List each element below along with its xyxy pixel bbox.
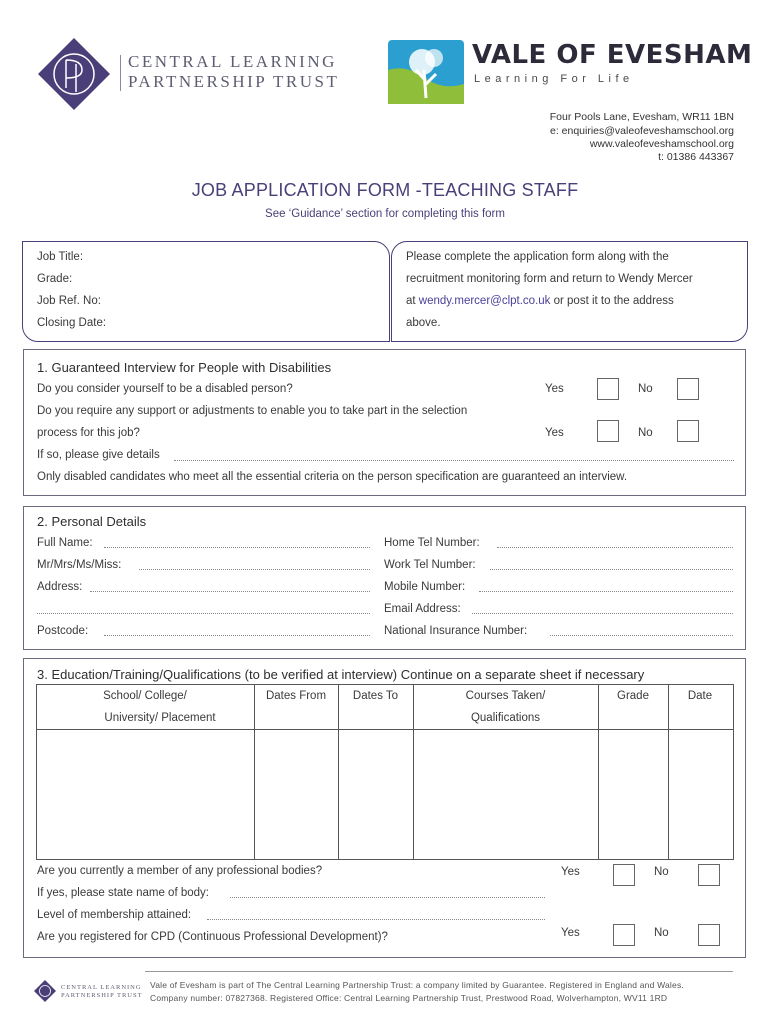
- section3-title: [37, 667, 644, 682]
- mobile-label: Mobile Number:: [384, 581, 466, 593]
- section1-title: 1. Guaranteed Interview for People with Disabilities: [37, 360, 332, 375]
- col-school-line1: School/ College/: [103, 690, 187, 702]
- cell-date[interactable]: [669, 731, 731, 857]
- closing-date-label: Closing Date:: [37, 317, 107, 329]
- tree-icon: [388, 40, 464, 104]
- email-label: Email Address:: [384, 603, 461, 615]
- home-tel-input[interactable]: [497, 547, 733, 548]
- instructions-line2: recruitment monitoring form and return to Wendy Mercer: [406, 273, 693, 285]
- col-dates-from: Dates From: [265, 690, 327, 702]
- full-name-input[interactable]: [104, 547, 370, 548]
- member-no-label: No: [654, 866, 669, 878]
- address-input-line2[interactable]: [37, 613, 370, 614]
- support-question-line2: process for this job?: [37, 427, 140, 439]
- support-no-checkbox[interactable]: [677, 420, 699, 442]
- form-subtitle: See ‘Guidance’ section for completing this form: [265, 208, 505, 220]
- cpt-divider: [120, 55, 121, 91]
- footer-rule: [145, 971, 733, 972]
- cell-grade[interactable]: [599, 731, 667, 857]
- work-tel-label: Work Tel Number:: [384, 559, 476, 571]
- form-title: JOB APPLICATION FORM -TEACHING STAFF: [191, 180, 579, 200]
- col-school-line2: University/ Placement: [104, 712, 216, 724]
- work-tel-input[interactable]: [490, 569, 733, 570]
- mobile-input[interactable]: [479, 591, 733, 592]
- cpd-yes-checkbox[interactable]: [613, 924, 635, 946]
- salutation-input[interactable]: [139, 569, 370, 570]
- col-courses-line1: Courses Taken/: [465, 690, 546, 702]
- education-table-header-rule: [36, 729, 734, 730]
- disabled-yes-checkbox[interactable]: [597, 378, 619, 400]
- postcode-input[interactable]: [104, 635, 370, 636]
- instructions-post: or post it to the address: [550, 295, 674, 307]
- member-yes-checkbox[interactable]: [613, 864, 635, 886]
- support-no-label: No: [638, 427, 653, 439]
- cpd-no-checkbox[interactable]: [698, 924, 720, 946]
- home-tel-label: Home Tel Number:: [384, 537, 480, 549]
- ni-number-label: National Insurance Number:: [384, 625, 528, 637]
- footer-line1: Vale of Evesham is part of The Central Learning Partnership Trust: a company limited by Guarantee. Registered in England and Wales.: [150, 980, 684, 990]
- disabled-no-label: No: [638, 383, 653, 395]
- col-dates-to: Dates To: [352, 690, 399, 702]
- footer-line2: Company number: 07827368. Registered Office: Central Learning Partnership Trust, Prestwood Road, Wolverhampton, WV11 1RD: [150, 993, 668, 1003]
- grade-label: Grade:: [37, 273, 73, 285]
- email-input[interactable]: [472, 613, 733, 614]
- disabled-no-checkbox[interactable]: [677, 378, 699, 400]
- instructions-at: at: [406, 295, 419, 307]
- footer-cpt-diamond-icon: [34, 980, 56, 1002]
- section3-title-main: 3. Education/Training/Qualifications: [37, 667, 242, 682]
- membership-level-input[interactable]: [207, 919, 545, 920]
- section3-title-suffix: (to be verified at interview) Continue on a separate sheet if necessary: [241, 667, 645, 682]
- member-no-checkbox[interactable]: [698, 864, 720, 886]
- cpt-diamond-icon: [36, 36, 112, 112]
- instructions-line4: above.: [406, 317, 441, 329]
- instructions-line1: Please complete the application form along with the: [406, 251, 669, 263]
- recruitment-email-link[interactable]: wendy.mercer@clpt.co.uk: [418, 295, 551, 307]
- col-courses-line2: Qualifications: [470, 712, 541, 724]
- col-grade: Grade: [617, 690, 649, 702]
- guarantee-note: Only disabled candidates who meet all the essential criteria on the person specification are guaranteed an interview.: [37, 471, 628, 483]
- school-phone: t: 01386 443367: [658, 151, 734, 163]
- body-name-label: If yes, please state name of body:: [37, 887, 209, 899]
- postcode-label: Postcode:: [37, 625, 89, 637]
- instructions-line3: [406, 295, 674, 307]
- address-label: Address:: [37, 581, 83, 593]
- cpt-name-line2: PARTNERSHIP TRUST: [128, 72, 340, 91]
- details-label: If so, please give details: [37, 449, 160, 461]
- member-yes-label: Yes: [561, 866, 580, 878]
- body-name-input[interactable]: [230, 897, 545, 898]
- support-question-line1: Do you require any support or adjustments to enable you to take part in the selection: [37, 405, 468, 417]
- disabled-question: Do you consider yourself to be a disabled person?: [37, 383, 293, 395]
- cpd-question: Are you registered for CPD (Continuous Professional Development)?: [37, 931, 388, 943]
- support-yes-checkbox[interactable]: [597, 420, 619, 442]
- cell-school[interactable]: [37, 731, 253, 857]
- details-input-line[interactable]: [174, 460, 734, 461]
- support-yes-label: Yes: [545, 427, 564, 439]
- cpd-no-label: No: [654, 927, 669, 939]
- cell-dates-to[interactable]: [339, 731, 412, 857]
- cpd-yes-label: Yes: [561, 927, 580, 939]
- school-address: Four Pools Lane, Evesham, WR11 1BN: [549, 111, 734, 123]
- col-date: Date: [687, 690, 713, 702]
- disabled-yes-label: Yes: [545, 383, 564, 395]
- section2-title: 2. Personal Details: [37, 514, 147, 529]
- job-ref-label: Job Ref. No:: [37, 295, 101, 307]
- salutation-label: Mr/Mrs/Ms/Miss:: [37, 559, 122, 571]
- job-title-label: Job Title:: [37, 251, 84, 263]
- cell-courses[interactable]: [414, 731, 597, 857]
- school-email: e: enquiries@valeofeveshamschool.org: [549, 125, 734, 137]
- cell-dates-from[interactable]: [255, 731, 337, 857]
- cpt-name-line1: CENTRAL LEARNING: [128, 52, 337, 71]
- membership-level-label: Level of membership attained:: [37, 909, 192, 921]
- school-website: www.valeofeveshamschool.org: [589, 138, 734, 150]
- professional-body-question: Are you currently a member of any professional bodies?: [37, 865, 323, 877]
- voe-tagline: Learning For Life: [474, 73, 634, 85]
- address-input-line1[interactable]: [90, 591, 370, 592]
- voe-title: VALE OF EVESHAM: [472, 40, 753, 70]
- footer-logo-line1: CENTRAL LEARNING: [61, 984, 142, 991]
- full-name-label: Full Name:: [37, 537, 93, 549]
- ni-number-input[interactable]: [550, 635, 733, 636]
- footer-logo-line2: PARTNERSHIP TRUST: [61, 992, 143, 999]
